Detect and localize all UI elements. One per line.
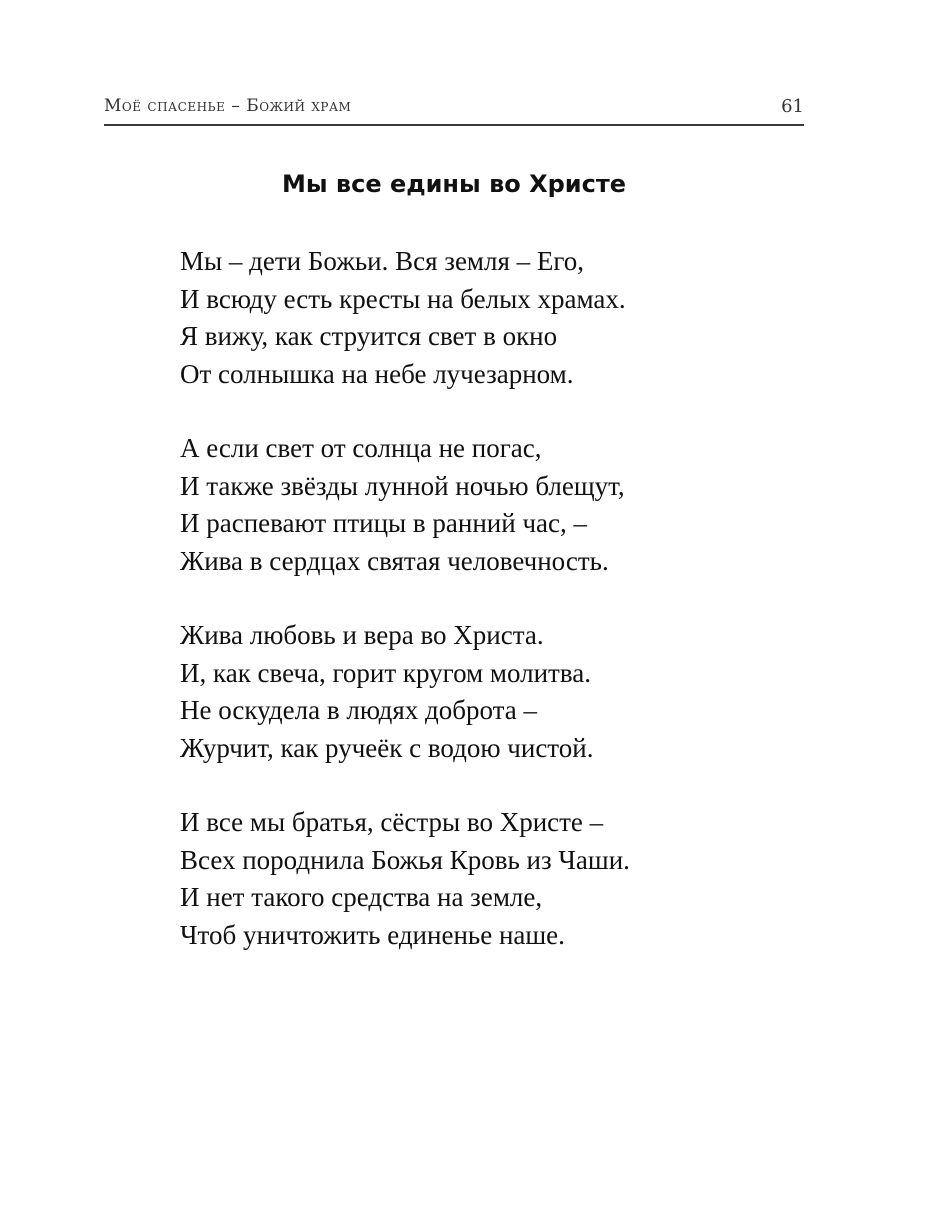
running-title: Моё спасенье – Божий храм	[104, 96, 352, 116]
stanza-3	[180, 617, 800, 767]
verse-line: Жива любовь и вера во Христа.	[180, 620, 544, 650]
stanza-1	[180, 243, 800, 393]
page-number: 61	[781, 96, 804, 117]
poem-body	[180, 243, 800, 991]
verse-line: От солнышка на небе лучезарном.	[180, 358, 574, 389]
verse-line: И всюду есть кресты на белых храмах.	[180, 283, 626, 314]
verse-line: Я вижу, как струится свет в окно	[180, 321, 558, 351]
running-header	[104, 96, 804, 126]
poem-title: Мы все едины во Христе	[281, 170, 627, 198]
verse-line: Не оскудела в людях доброта –	[180, 695, 538, 725]
stanza-2	[180, 430, 800, 580]
verse-line: И нет такого средства на земле,	[180, 882, 543, 912]
verse-line: Журчит, как ручеёк с водою чистой.	[180, 732, 594, 763]
verse-line: Мы – дети Божьи. Вся земля – Его,	[180, 246, 585, 276]
verse-line: А если свет от солнца не погас,	[180, 433, 542, 463]
verse-line: Чтоб уничтожить единенье наше.	[180, 919, 565, 950]
verse-line: Жива в сердцах святая человечность.	[180, 545, 609, 576]
verse-line: И, как свеча, горит кругом молитва.	[180, 657, 591, 688]
verse-line: И распевают птицы в ранний час, –	[180, 508, 588, 538]
stanza-4	[180, 804, 800, 954]
verse-line: И все мы братья, сёстры во Христе –	[180, 807, 604, 837]
verse-line: И также звёзды лунной ночью блещут,	[180, 470, 625, 501]
verse-line: Всех породнила Божья Кровь из Чаши.	[180, 844, 630, 875]
